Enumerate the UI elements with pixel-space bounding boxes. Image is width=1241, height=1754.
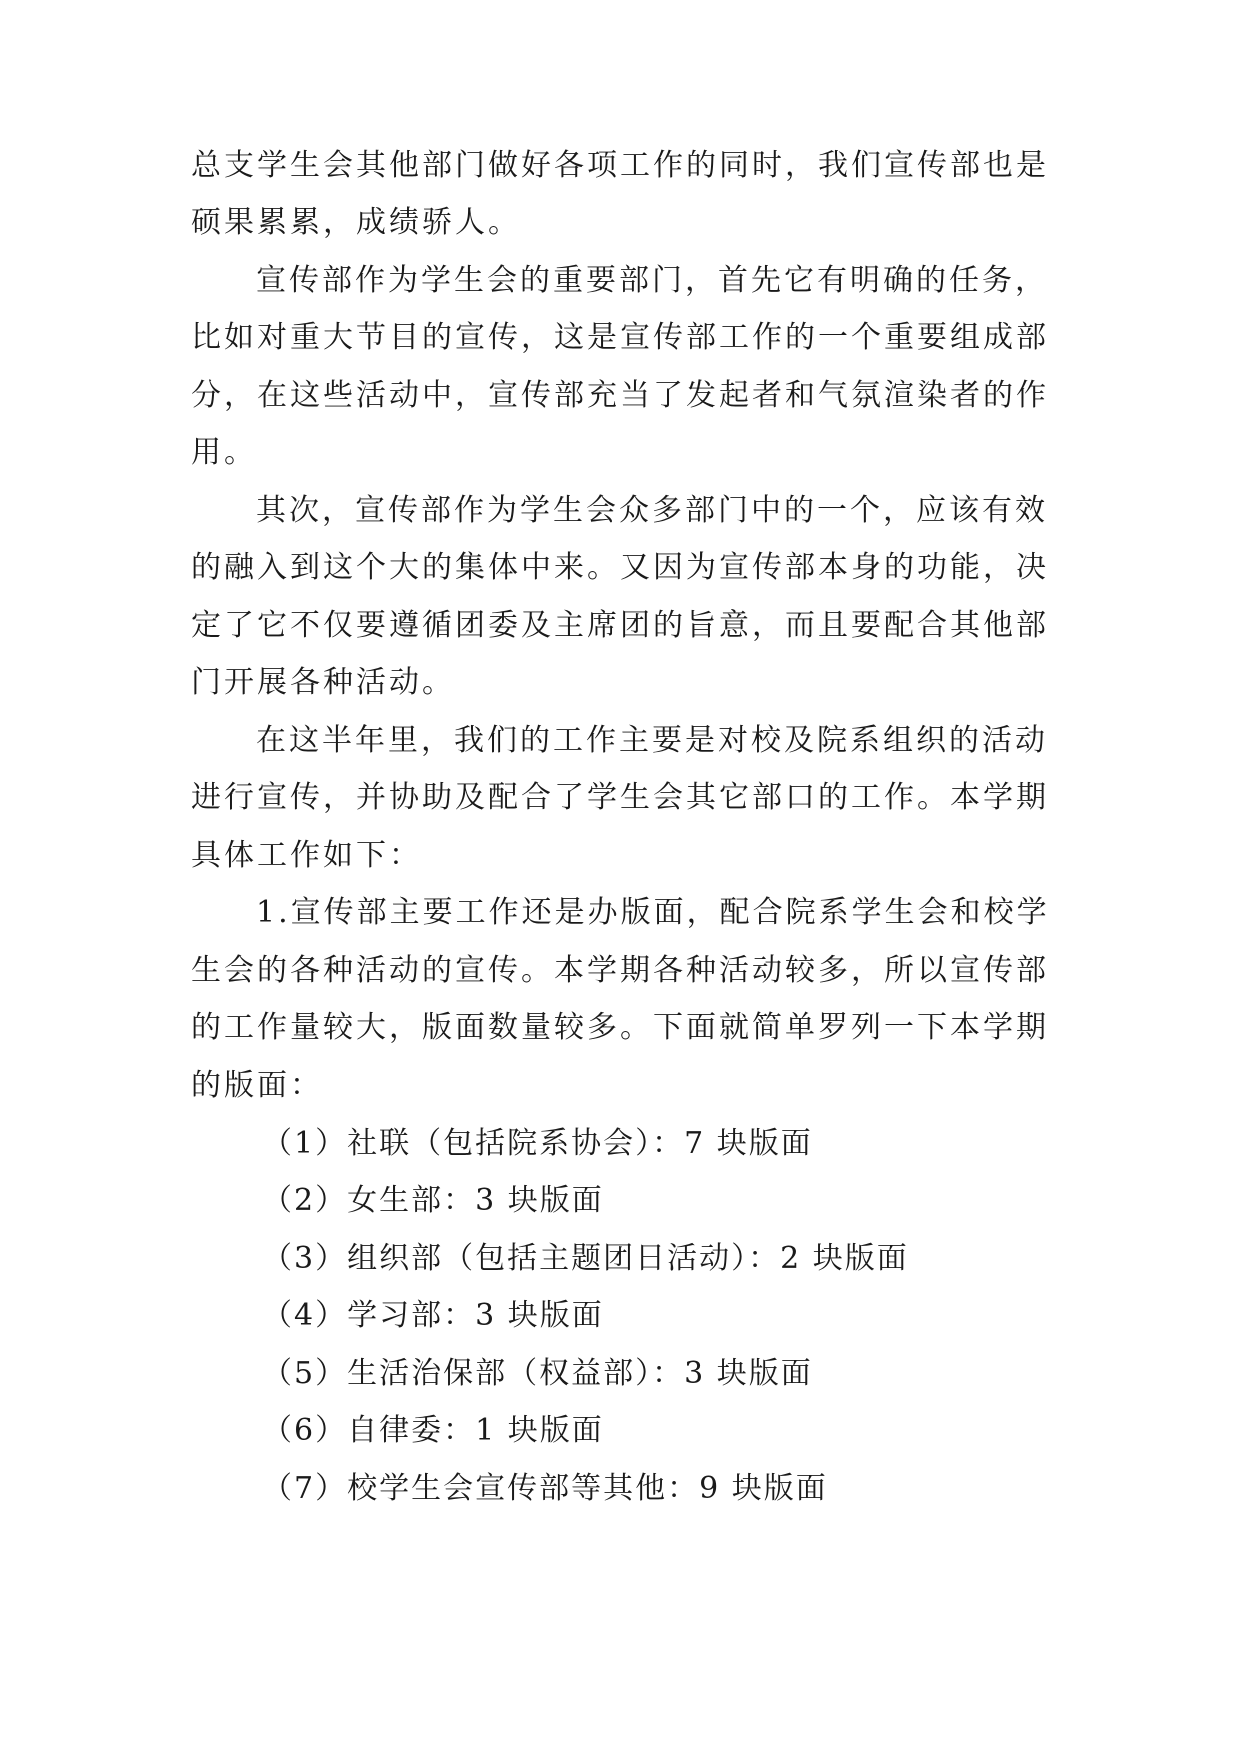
list-item: （7）校学生会宣传部等其他：9 块版面 [262,1471,828,1506]
text-line: 生会的各种活动的宣传。本学期各种活动较多，所以宣传部 [191,953,1049,988]
text-line: 分，在这些活动中，宣传部充当了发起者和气氛渲染者的作 [191,378,1049,413]
text-line: 的工作量较大，版面数量较多。下面就简单罗列一下本学期 [191,1010,1049,1045]
text-line: 进行宣传，并协助及配合了学生会其它部口的工作。本学期 [191,780,1049,815]
list-item: （1）社联（包括院系协会）：7 块版面 [262,1126,813,1161]
text-line: 总支学生会其他部门做好各项工作的同时，我们宣传部也是 [191,148,1049,183]
text-line: 的版面： [191,1068,323,1103]
text-line: 用。 [191,435,257,470]
paragraph-start-line: 在这半年里，我们的工作主要是对校及院系组织的活动 [256,723,1048,758]
list-item: （6）自律委：1 块版面 [262,1413,604,1448]
text-line: 硕果累累，成绩骄人。 [191,205,521,240]
paragraph-start-line: 宣传部作为学生会的重要部门，首先它有明确的任务， [256,263,1048,298]
paragraph-start-line: 其次，宣传部作为学生会众多部门中的一个，应该有效 [256,493,1048,528]
text-line: 具体工作如下： [191,838,422,873]
paragraph-start-line: 1.宣传部主要工作还是办版面，配合院系学生会和校学 [256,895,1050,930]
text-line: 门开展各种活动。 [191,665,455,700]
list-item: （4）学习部：3 块版面 [262,1298,604,1333]
text-line: 的融入到这个大的集体中来。又因为宣传部本身的功能，决 [191,550,1049,585]
list-item: （3）组织部（包括主题团日活动）：2 块版面 [262,1241,909,1276]
text-line: 比如对重大节目的宣传，这是宣传部工作的一个重要组成部 [191,320,1049,355]
text-line: 定了它不仅要遵循团委及主席团的旨意，而且要配合其他部 [191,608,1049,643]
list-item: （2）女生部：3 块版面 [262,1183,604,1218]
list-item: （5）生活治保部（权益部）：3 块版面 [262,1356,813,1391]
